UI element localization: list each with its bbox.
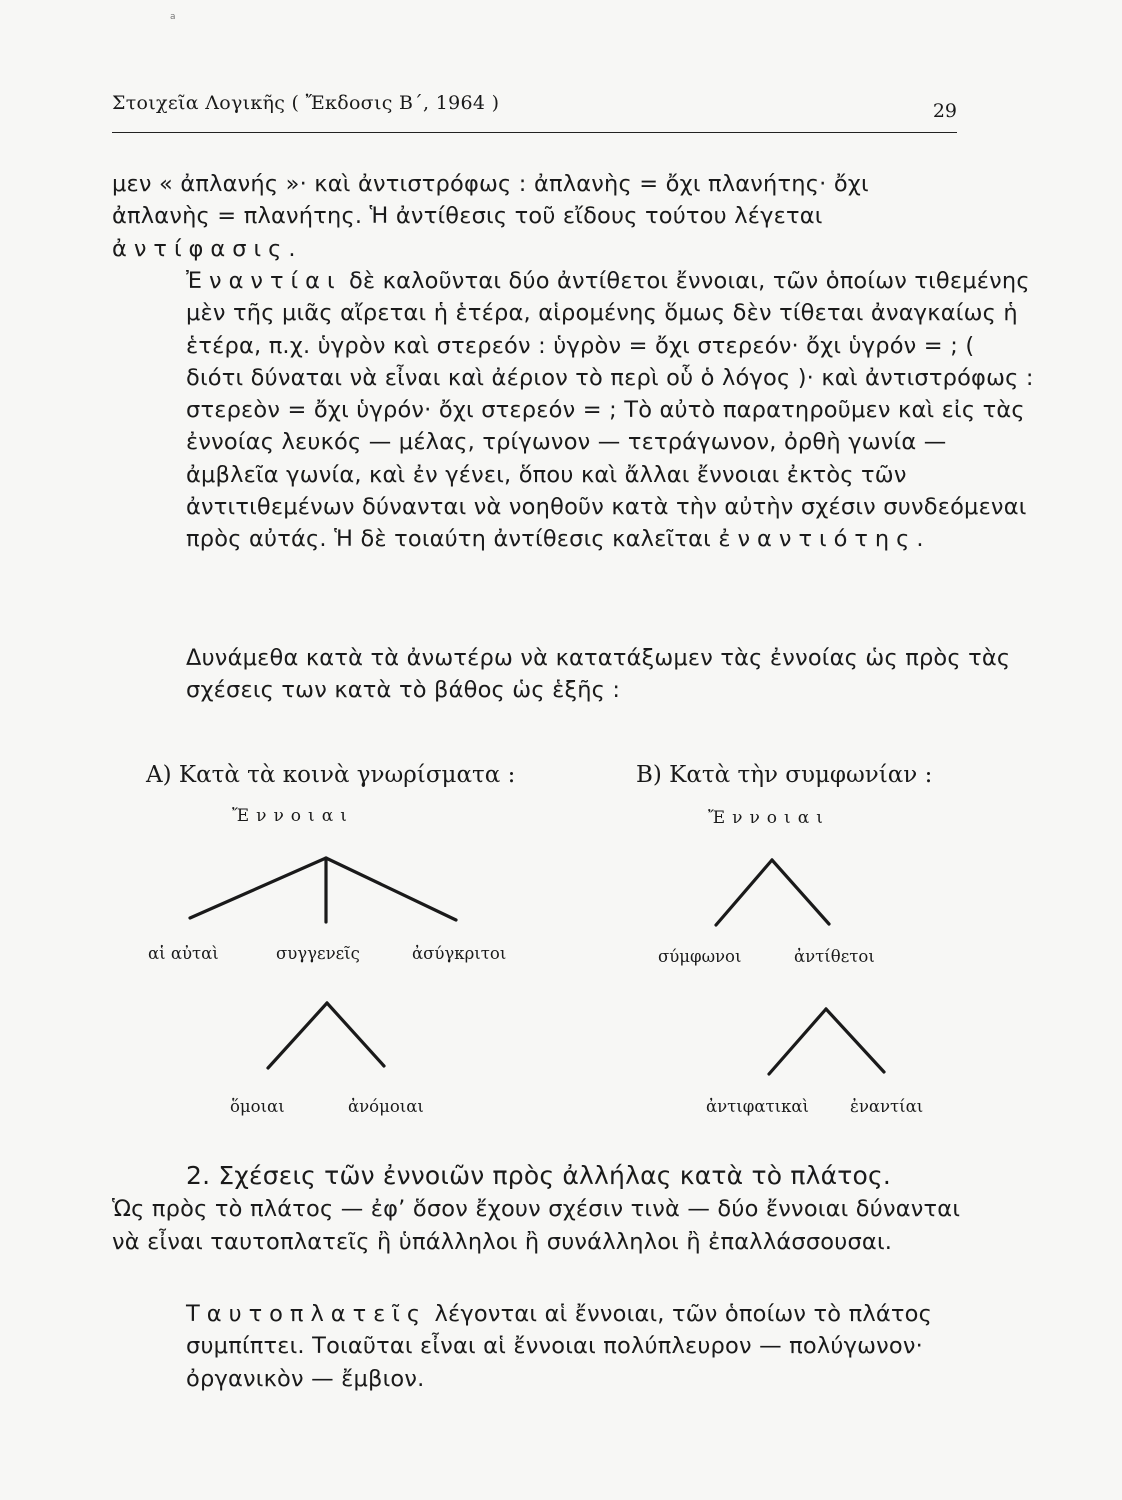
- node-related: συγγενεῖς: [276, 944, 360, 963]
- diagram-a-title: Α) Κατὰ τὰ κοινὰ γνωρίσματα :: [146, 762, 516, 788]
- section-2-paragraph: [112, 1160, 962, 1258]
- tree-a-branch-right: [326, 858, 456, 920]
- tree-a2-branch-right: [327, 1003, 384, 1066]
- tree-b-branch-right: [772, 860, 829, 924]
- node-opposite: ἀντίθετοι: [794, 947, 875, 966]
- node-incomparable: ἀσύγκριτοι: [412, 944, 507, 963]
- paragraph-text: λέγονται αἱ ἔννοιαι, τῶν ὁποίων τὸ πλάτος συμπίπτει. Τοιαῦται εἶναι αἱ ἔννοιαι πολύπλευρον — πολύγωνον· ὀργανικὸν — ἔμβιον.: [186, 1301, 933, 1392]
- paragraph-text: δὲ καλοῦνται δύο ἀντίθετοι ἔννοιαι, τῶν ὁποίων τιθεμένης μὲν τῆς μιᾶς αἴρεται ἡ ἑτέρα, αἱρομένης ὅμως δὲν τίθεται ἀναγκαίως ἡ ἑτέρα, π.χ. ὑγρὸν καὶ στερεόν : ὑγρὸν = ὄχι στερεόν· ὄχι ὑγρόν = ; ( διότι δύναται νὰ εἶναι καὶ ἀέριον τὸ περὶ οὗ ὁ λόγος )· καὶ ἀντιστρόφως : στερεὸν = ὄχι ὑγρόν· ὄχι στερεόν = ; Τὸ αὐτὸ παρατηροῦμεν καὶ εἰς τὰς ἐννοίας λευκός — μέλας, τρίγωνον — τετράγωνον, ὀρθὴ γωνία — ἀμβλεῖα γωνία, καὶ ἐν γένει, ὅπου καὶ ἄλλαι ἔννοιαι ἐκτὸς τῶν ἀντιτιθεμένων δύνανται νὰ νοηθοῦν κατὰ τὴν αὐτὴν σχέσιν συνδεόμεναι πρὸς αὐτάς. Ἡ δὲ τοιαύτη ἀντίθεσις καλεῖται: [186, 268, 1034, 553]
- diagram-a-root: Ἔννοιαι: [232, 806, 354, 826]
- diagram-b-root: Ἔννοιαι: [708, 808, 830, 828]
- spaced-term: ἐναντιότης.: [718, 526, 931, 553]
- spaced-term: ἀντίφασις.: [112, 235, 303, 262]
- paragraph-coextensive: [112, 1298, 1036, 1395]
- page-number: 29: [932, 100, 957, 122]
- tree-b-branch-left: [716, 860, 772, 925]
- node-contradictory: ἀντιφατικαὶ: [706, 1097, 809, 1116]
- node-same: αἱ αὐταὶ: [148, 944, 219, 963]
- node-dissimilar: ἀνόμοιαι: [348, 1097, 424, 1116]
- book-title: Στοιχεῖα Λογικῆς ( Ἔκδοσις Β΄, 1964 ): [112, 92, 500, 114]
- section-heading: 2. Σχέσεις τῶν ἐννοιῶν πρὸς ἀλλήλας κατὰ τὸ πλάτος.: [186, 1161, 892, 1190]
- diagram-b-title: Β) Κατὰ τὴν συμφωνίαν :: [636, 762, 933, 788]
- node-similar: ὅμοιαι: [230, 1097, 285, 1116]
- tree-b2-branch-right: [826, 1009, 884, 1072]
- tree-a-branch-left: [190, 858, 326, 918]
- page-mark: a: [170, 12, 176, 22]
- tree-b2-branch-left: [769, 1009, 826, 1074]
- paragraph-text: Ὡς πρὸς τὸ πλάτος — ἐφ’ ὅσον ἔχουν σχέσιν τινὰ — δύο ἔννοιαι δύνανται νὰ εἶναι ταυτοπλατεῖς ἢ ὑπάλληλοι ἢ συνάλληλοι ἢ ἐπαλλάσσουσαι.: [112, 1196, 961, 1255]
- paragraph-text: μεν « ἀπλανής »· καὶ ἀντιστρόφως : ἀπλανὴς = ὄχι πλανήτης· ὄχι ἀπλανὴς = πλανήτης. Ἡ ἀντίθεσις τοῦ εἴδους τούτου λέγεται: [112, 171, 869, 230]
- spaced-term: Ἐναντίαι: [186, 268, 342, 294]
- node-contrary: ἐναντίαι: [850, 1097, 924, 1116]
- spaced-term: Ταυτοπλατεῖς: [186, 1301, 428, 1327]
- node-compatible: σύμφωνοι: [658, 947, 742, 966]
- paragraph-text: Δυνάμεθα κατὰ τὰ ἀνωτέρω νὰ κατατάξωμεν τὰς ἐννοίας ὡς πρὸς τὰς σχέσεις των κατὰ τὸ βάθος ὡς ἑξῆς :: [186, 645, 1011, 704]
- tree-a2-branch-left: [268, 1003, 327, 1068]
